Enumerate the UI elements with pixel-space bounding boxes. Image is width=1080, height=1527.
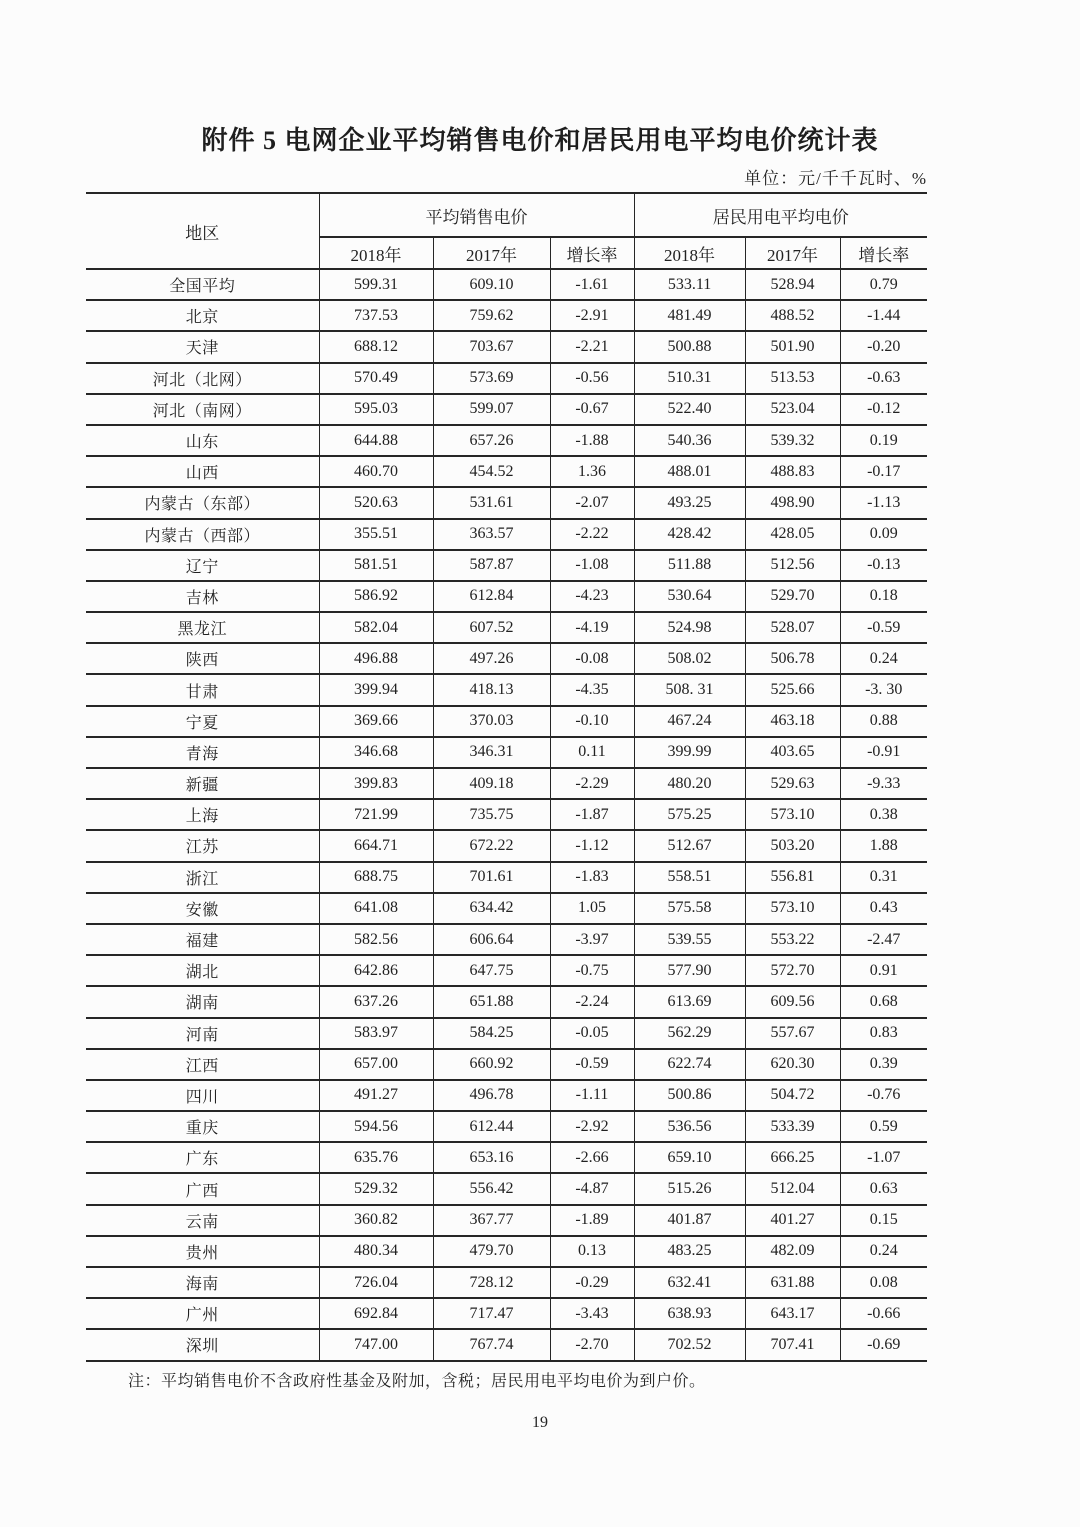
table-row — [86, 1173, 927, 1204]
region-cell: 河北（北网） — [86, 363, 319, 394]
value-cell: 607.52 — [433, 612, 550, 643]
table-row — [86, 394, 927, 425]
value-cell: 467.24 — [634, 706, 745, 737]
footnote: 注：平均销售电价不含政府性基金及附加，含税；居民用电平均电价为到户价。 — [128, 1373, 706, 1390]
value-cell: 0.63 — [840, 1173, 927, 1204]
region-cell: 吉林 — [86, 581, 319, 612]
table-row — [86, 1018, 927, 1049]
value-cell: 599.31 — [319, 269, 433, 300]
value-cell: 481.49 — [634, 300, 745, 331]
value-cell: 737.53 — [319, 300, 433, 331]
table-row — [86, 1049, 927, 1080]
value-cell: -0.08 — [550, 643, 634, 674]
region-cell: 深圳 — [86, 1329, 319, 1360]
value-cell: 726.04 — [319, 1267, 433, 1298]
value-cell: 721.99 — [319, 799, 433, 830]
table-row — [86, 706, 927, 737]
unit-label: 单位：元/千千瓦时、% — [744, 169, 927, 188]
value-cell: -1.12 — [550, 830, 634, 861]
value-cell: 511.88 — [634, 550, 745, 581]
value-cell: 584.25 — [433, 1018, 550, 1049]
value-cell: -4.23 — [550, 581, 634, 612]
value-cell: 428.05 — [745, 519, 840, 550]
region-cell: 山西 — [86, 456, 319, 487]
value-cell: 493.25 — [634, 487, 745, 518]
region-cell: 湖南 — [86, 986, 319, 1017]
value-cell: 562.29 — [634, 1018, 745, 1049]
value-cell: 525.66 — [745, 674, 840, 705]
value-cell: 500.86 — [634, 1080, 745, 1111]
value-cell: 641.08 — [319, 893, 433, 924]
value-cell: -1.83 — [550, 862, 634, 893]
value-cell: 620.30 — [745, 1049, 840, 1080]
value-cell: 609.56 — [745, 986, 840, 1017]
value-cell: 399.99 — [634, 737, 745, 768]
value-cell: 573.10 — [745, 799, 840, 830]
value-cell: 501.90 — [745, 331, 840, 362]
value-cell: 370.03 — [433, 706, 550, 737]
page-number: 19 — [532, 1414, 548, 1431]
value-cell: 631.88 — [745, 1267, 840, 1298]
value-cell: 759.62 — [433, 300, 550, 331]
value-cell: 582.56 — [319, 924, 433, 955]
value-cell: 524.98 — [634, 612, 745, 643]
value-cell: 0.15 — [840, 1205, 927, 1236]
table-row — [86, 1267, 927, 1298]
value-cell: -3.43 — [550, 1298, 634, 1329]
value-cell: 594.56 — [319, 1111, 433, 1142]
value-cell: 529.63 — [745, 768, 840, 799]
value-cell: 491.27 — [319, 1080, 433, 1111]
value-cell: 539.32 — [745, 425, 840, 456]
value-cell: 0.31 — [840, 862, 927, 893]
value-cell: 638.93 — [634, 1298, 745, 1329]
table-row — [86, 363, 927, 394]
region-cell: 江苏 — [86, 830, 319, 861]
value-cell: 767.74 — [433, 1329, 550, 1360]
value-cell: 0.13 — [550, 1236, 634, 1267]
region-cell: 辽宁 — [86, 550, 319, 581]
value-cell: 513.53 — [745, 363, 840, 394]
value-cell: 360.82 — [319, 1205, 433, 1236]
value-cell: 0.39 — [840, 1049, 927, 1080]
value-cell: 573.69 — [433, 363, 550, 394]
value-cell: -0.10 — [550, 706, 634, 737]
table-body — [86, 269, 927, 1361]
value-cell: 643.17 — [745, 1298, 840, 1329]
value-cell: -0.05 — [550, 1018, 634, 1049]
table-row — [86, 331, 927, 362]
value-cell: 634.42 — [433, 893, 550, 924]
value-cell: 367.77 — [433, 1205, 550, 1236]
value-cell: 583.97 — [319, 1018, 433, 1049]
value-cell: -2.91 — [550, 300, 634, 331]
table-row — [86, 737, 927, 768]
value-cell: 488.83 — [745, 456, 840, 487]
value-cell: 556.42 — [433, 1173, 550, 1204]
value-cell: 522.40 — [634, 394, 745, 425]
value-cell: 512.56 — [745, 550, 840, 581]
value-cell: 632.41 — [634, 1267, 745, 1298]
value-cell: 1.36 — [550, 456, 634, 487]
table-row — [86, 1142, 927, 1173]
value-cell: 515.26 — [634, 1173, 745, 1204]
value-cell: -0.17 — [840, 456, 927, 487]
value-cell: 346.31 — [433, 737, 550, 768]
value-cell: 0.68 — [840, 986, 927, 1017]
value-cell: 428.42 — [634, 519, 745, 550]
value-cell: 409.18 — [433, 768, 550, 799]
value-cell: 660.92 — [433, 1049, 550, 1080]
table-row — [86, 1329, 927, 1360]
value-cell: 664.71 — [319, 830, 433, 861]
value-cell: 622.74 — [634, 1049, 745, 1080]
value-cell: 488.01 — [634, 456, 745, 487]
value-cell: 657.26 — [433, 425, 550, 456]
value-cell: -2.92 — [550, 1111, 634, 1142]
value-cell: 728.12 — [433, 1267, 550, 1298]
price-table — [86, 192, 927, 1362]
region-cell: 广西 — [86, 1173, 319, 1204]
table-row — [86, 487, 927, 518]
subheader-residential-2017: 2017年 — [745, 237, 840, 269]
table-row — [86, 425, 927, 456]
header-group-residential-price: 居民用电平均电价 — [634, 193, 927, 237]
value-cell: 612.44 — [433, 1111, 550, 1142]
value-cell: 504.72 — [745, 1080, 840, 1111]
value-cell: -0.66 — [840, 1298, 927, 1329]
region-cell: 上海 — [86, 799, 319, 830]
value-cell: -1.87 — [550, 799, 634, 830]
region-cell: 浙江 — [86, 862, 319, 893]
value-cell: 0.59 — [840, 1111, 927, 1142]
value-cell: 587.87 — [433, 550, 550, 581]
table-row — [86, 643, 927, 674]
value-cell: -0.76 — [840, 1080, 927, 1111]
value-cell: 644.88 — [319, 425, 433, 456]
value-cell: 508.02 — [634, 643, 745, 674]
region-cell: 福建 — [86, 924, 319, 955]
value-cell: 403.65 — [745, 737, 840, 768]
value-cell: 479.70 — [433, 1236, 550, 1267]
header-cell-region: 地区 — [86, 193, 319, 269]
value-cell: 539.55 — [634, 924, 745, 955]
value-cell: 533.11 — [634, 269, 745, 300]
value-cell: 528.94 — [745, 269, 840, 300]
region-cell: 全国平均 — [86, 269, 319, 300]
value-cell: -0.29 — [550, 1267, 634, 1298]
table-row — [86, 674, 927, 705]
value-cell: 581.51 — [319, 550, 433, 581]
region-cell: 内蒙古（东部） — [86, 487, 319, 518]
value-cell: 401.27 — [745, 1205, 840, 1236]
value-cell: 557.67 — [745, 1018, 840, 1049]
value-cell: 508. 31 — [634, 674, 745, 705]
region-cell: 宁夏 — [86, 706, 319, 737]
value-cell: -2.29 — [550, 768, 634, 799]
value-cell: 1.05 — [550, 893, 634, 924]
table-row — [86, 581, 927, 612]
value-cell: 0.43 — [840, 893, 927, 924]
table-row — [86, 1080, 927, 1111]
table-row — [86, 300, 927, 331]
value-cell: -2.22 — [550, 519, 634, 550]
value-cell: 556.81 — [745, 862, 840, 893]
region-cell: 北京 — [86, 300, 319, 331]
value-cell: -1.44 — [840, 300, 927, 331]
value-cell: 536.56 — [634, 1111, 745, 1142]
value-cell: -9.33 — [840, 768, 927, 799]
subheader-sales-2017: 2017年 — [433, 237, 550, 269]
subheader-sales-2018: 2018年 — [319, 237, 433, 269]
region-cell: 内蒙古（西部） — [86, 519, 319, 550]
table-row — [86, 456, 927, 487]
value-cell: -2.21 — [550, 331, 634, 362]
value-cell: 570.49 — [319, 363, 433, 394]
value-cell: 0.24 — [840, 643, 927, 674]
table-row — [86, 519, 927, 550]
value-cell: 0.18 — [840, 581, 927, 612]
value-cell: -0.59 — [840, 612, 927, 643]
region-cell: 广州 — [86, 1298, 319, 1329]
value-cell: 575.58 — [634, 893, 745, 924]
value-cell: 553.22 — [745, 924, 840, 955]
region-cell: 重庆 — [86, 1111, 319, 1142]
value-cell: 692.84 — [319, 1298, 433, 1329]
value-cell: -2.24 — [550, 986, 634, 1017]
region-cell: 贵州 — [86, 1236, 319, 1267]
table-row — [86, 799, 927, 830]
value-cell: -0.75 — [550, 955, 634, 986]
region-cell: 黑龙江 — [86, 612, 319, 643]
value-cell: -2.07 — [550, 487, 634, 518]
value-cell: 612.84 — [433, 581, 550, 612]
region-cell: 云南 — [86, 1205, 319, 1236]
value-cell: 572.70 — [745, 955, 840, 986]
value-cell: 355.51 — [319, 519, 433, 550]
table-row — [86, 1205, 927, 1236]
value-cell: 500.88 — [634, 331, 745, 362]
region-cell: 四川 — [86, 1080, 319, 1111]
table-row — [86, 1236, 927, 1267]
region-cell: 江西 — [86, 1049, 319, 1080]
value-cell: 483.25 — [634, 1236, 745, 1267]
subheader-sales-growth: 增长率 — [550, 237, 634, 269]
value-cell: 530.64 — [634, 581, 745, 612]
value-cell: 613.69 — [634, 986, 745, 1017]
value-cell: -0.69 — [840, 1329, 927, 1360]
value-cell: 482.09 — [745, 1236, 840, 1267]
value-cell: 496.78 — [433, 1080, 550, 1111]
value-cell: -4.19 — [550, 612, 634, 643]
value-cell: 0.24 — [840, 1236, 927, 1267]
value-cell: -1.61 — [550, 269, 634, 300]
region-cell: 青海 — [86, 737, 319, 768]
value-cell: 463.18 — [745, 706, 840, 737]
table-row — [86, 986, 927, 1017]
value-cell: -3.97 — [550, 924, 634, 955]
value-cell: 635.76 — [319, 1142, 433, 1173]
value-cell: 418.13 — [433, 674, 550, 705]
value-cell: 688.12 — [319, 331, 433, 362]
value-cell: 498.90 — [745, 487, 840, 518]
subheader-residential-growth: 增长率 — [840, 237, 927, 269]
value-cell: 599.07 — [433, 394, 550, 425]
value-cell: 346.68 — [319, 737, 433, 768]
value-cell: 735.75 — [433, 799, 550, 830]
value-cell: 401.87 — [634, 1205, 745, 1236]
value-cell: -0.63 — [840, 363, 927, 394]
value-cell: -1.13 — [840, 487, 927, 518]
value-cell: 503.20 — [745, 830, 840, 861]
value-cell: 363.57 — [433, 519, 550, 550]
region-cell: 甘肃 — [86, 674, 319, 705]
value-cell: 647.75 — [433, 955, 550, 986]
value-cell: -1.08 — [550, 550, 634, 581]
table-row — [86, 862, 927, 893]
value-cell: 512.04 — [745, 1173, 840, 1204]
value-cell: 637.26 — [319, 986, 433, 1017]
region-cell: 安徽 — [86, 893, 319, 924]
page-title: 附件 5 电网企业平均销售电价和居民用电平均电价统计表 — [201, 126, 879, 155]
value-cell: 573.10 — [745, 893, 840, 924]
value-cell: 531.61 — [433, 487, 550, 518]
value-cell: 666.25 — [745, 1142, 840, 1173]
value-cell: 369.66 — [319, 706, 433, 737]
value-cell: 703.67 — [433, 331, 550, 362]
value-cell: -0.13 — [840, 550, 927, 581]
value-cell: 528.07 — [745, 612, 840, 643]
value-cell: 657.00 — [319, 1049, 433, 1080]
table-row — [86, 1111, 927, 1142]
value-cell: 586.92 — [319, 581, 433, 612]
value-cell: 529.70 — [745, 581, 840, 612]
table-row — [86, 955, 927, 986]
region-cell: 海南 — [86, 1267, 319, 1298]
value-cell: -1.11 — [550, 1080, 634, 1111]
value-cell: 488.52 — [745, 300, 840, 331]
value-cell: -2.47 — [840, 924, 927, 955]
table-row — [86, 830, 927, 861]
value-cell: -0.20 — [840, 331, 927, 362]
header-group-sales-price: 平均销售电价 — [319, 193, 634, 237]
region-cell: 陕西 — [86, 643, 319, 674]
value-cell: -2.66 — [550, 1142, 634, 1173]
value-cell: 702.52 — [634, 1329, 745, 1360]
value-cell: 609.10 — [433, 269, 550, 300]
value-cell: 454.52 — [433, 456, 550, 487]
table-row — [86, 1298, 927, 1329]
value-cell: 595.03 — [319, 394, 433, 425]
value-cell: 0.88 — [840, 706, 927, 737]
table-row — [86, 893, 927, 924]
value-cell: 659.10 — [634, 1142, 745, 1173]
value-cell: 0.11 — [550, 737, 634, 768]
region-cell: 山东 — [86, 425, 319, 456]
value-cell: -1.89 — [550, 1205, 634, 1236]
value-cell: 1.88 — [840, 830, 927, 861]
value-cell: 717.47 — [433, 1298, 550, 1329]
value-cell: 701.61 — [433, 862, 550, 893]
value-cell: -1.88 — [550, 425, 634, 456]
value-cell: -0.12 — [840, 394, 927, 425]
region-cell: 河北（南网） — [86, 394, 319, 425]
value-cell: 707.41 — [745, 1329, 840, 1360]
value-cell: 575.25 — [634, 799, 745, 830]
value-cell: -0.67 — [550, 394, 634, 425]
value-cell: 577.90 — [634, 955, 745, 986]
value-cell: 642.86 — [319, 955, 433, 986]
value-cell: 688.75 — [319, 862, 433, 893]
header-row-groups — [86, 193, 927, 237]
value-cell: 480.20 — [634, 768, 745, 799]
value-cell: 0.79 — [840, 269, 927, 300]
region-cell: 湖北 — [86, 955, 319, 986]
value-cell: 529.32 — [319, 1173, 433, 1204]
value-cell: 653.16 — [433, 1142, 550, 1173]
value-cell: 0.09 — [840, 519, 927, 550]
table-row — [86, 550, 927, 581]
table-row — [86, 269, 927, 300]
value-cell: 496.88 — [319, 643, 433, 674]
value-cell: 512.67 — [634, 830, 745, 861]
value-cell: 399.83 — [319, 768, 433, 799]
value-cell: -4.87 — [550, 1173, 634, 1204]
value-cell: 651.88 — [433, 986, 550, 1017]
value-cell: 558.51 — [634, 862, 745, 893]
value-cell: 747.00 — [319, 1329, 433, 1360]
value-cell: 606.64 — [433, 924, 550, 955]
value-cell: 0.83 — [840, 1018, 927, 1049]
value-cell: 520.63 — [319, 487, 433, 518]
value-cell: 540.36 — [634, 425, 745, 456]
value-cell: 497.26 — [433, 643, 550, 674]
subheader-residential-2018: 2018年 — [634, 237, 745, 269]
value-cell: 0.19 — [840, 425, 927, 456]
value-cell: 523.04 — [745, 394, 840, 425]
table-header — [86, 193, 927, 269]
region-cell: 河南 — [86, 1018, 319, 1049]
value-cell: -0.59 — [550, 1049, 634, 1080]
value-cell: 399.94 — [319, 674, 433, 705]
value-cell: 480.34 — [319, 1236, 433, 1267]
value-cell: 0.38 — [840, 799, 927, 830]
region-cell: 新疆 — [86, 768, 319, 799]
table-row — [86, 768, 927, 799]
value-cell: 460.70 — [319, 456, 433, 487]
region-cell: 天津 — [86, 331, 319, 362]
value-cell: 506.78 — [745, 643, 840, 674]
table-row — [86, 924, 927, 955]
value-cell: -0.56 — [550, 363, 634, 394]
value-cell: -3. 30 — [840, 674, 927, 705]
table-row — [86, 612, 927, 643]
value-cell: 0.08 — [840, 1267, 927, 1298]
value-cell: 0.91 — [840, 955, 927, 986]
value-cell: 672.22 — [433, 830, 550, 861]
value-cell: 582.04 — [319, 612, 433, 643]
value-cell: 510.31 — [634, 363, 745, 394]
value-cell: 533.39 — [745, 1111, 840, 1142]
region-cell: 广东 — [86, 1142, 319, 1173]
value-cell: -2.70 — [550, 1329, 634, 1360]
value-cell: -1.07 — [840, 1142, 927, 1173]
value-cell: -0.91 — [840, 737, 927, 768]
value-cell: -4.35 — [550, 674, 634, 705]
